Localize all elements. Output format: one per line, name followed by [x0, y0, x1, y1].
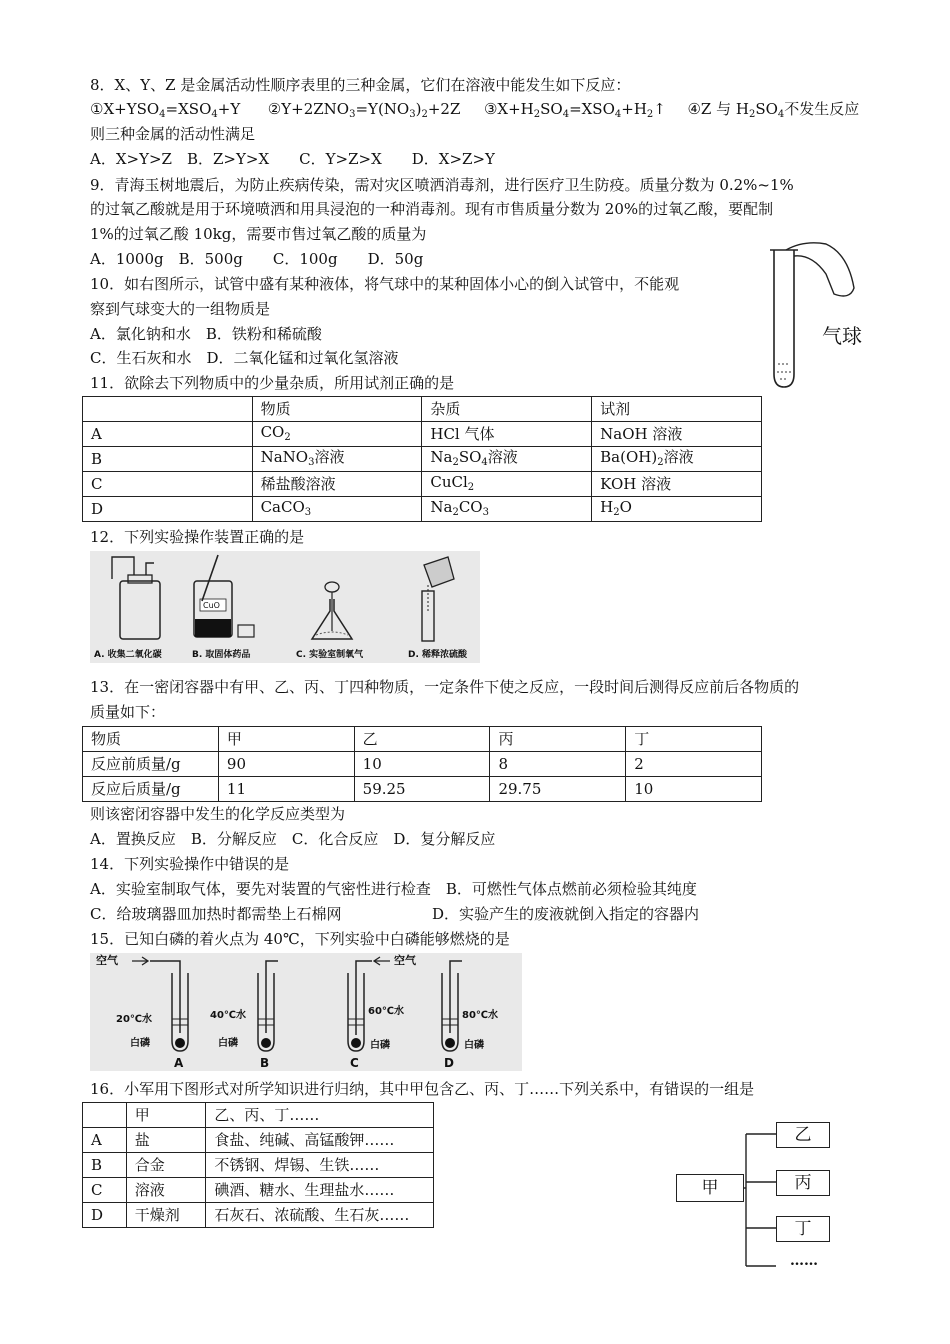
diagram-child-box: 丁	[776, 1216, 830, 1242]
reagent-cell: NaOH 溶液	[592, 422, 762, 447]
q8-reaction-1: $①X+YSO_4=XSO_4+Y$	[90, 100, 241, 120]
header-cell: 物质	[252, 397, 422, 422]
q12-stem: 12．下列实验操作装置正确的是	[90, 528, 305, 546]
table-row	[83, 497, 762, 522]
q12-caption-b: B. 取固体药品	[192, 650, 251, 660]
table-row	[83, 1203, 434, 1228]
table-cell: 反应前质量/g	[83, 752, 219, 777]
header-cell: 乙	[354, 727, 490, 752]
table-header-row	[83, 397, 762, 422]
option-label: C	[83, 472, 253, 497]
table-row	[83, 472, 762, 497]
q12-caption-a: A. 收集二氧化碳	[94, 650, 162, 660]
table-row	[83, 777, 762, 802]
q8-reactions	[90, 102, 859, 120]
air-label-c: 空气	[394, 954, 416, 967]
table-cell: 10	[354, 752, 490, 777]
water-label-d: 80℃水	[462, 1010, 499, 1021]
q12-apparatus-figure	[90, 551, 480, 663]
phosphorus-label-d: 白磷	[464, 1040, 484, 1051]
phosphorus-label-b: 白磷	[218, 1038, 238, 1049]
substance-cell: $CO_2$	[252, 422, 422, 447]
header-cell	[83, 397, 253, 422]
header-cell: 物质	[83, 727, 219, 752]
balloon-test-tube-figure	[764, 236, 874, 392]
impurity-cell: HCl 气体	[422, 422, 592, 447]
table-row	[83, 422, 762, 447]
reagent-cell: KOH 溶液	[592, 472, 762, 497]
diagram-child-box: 丙	[776, 1170, 830, 1196]
q10-options-cd: C．生石灰和水 D．二氧化锰和过氧化氢溶液	[90, 349, 399, 367]
table-cell: 溶液	[126, 1178, 206, 1203]
reagent-cell: $H_2O$	[592, 497, 762, 522]
q15-stem: 15．已知白磷的着火点为 40℃，下列实验中白磷能够燃烧的是	[90, 930, 510, 948]
header-cell: 甲	[126, 1103, 206, 1128]
table-row	[83, 1178, 434, 1203]
q14-option-d: D．实验产生的废液就倒入指定的容器内	[432, 905, 700, 923]
q13-options: A．置换反应 B．分解反应 C．化合反应 D．复分解反应	[90, 830, 496, 848]
header-cell: 甲	[218, 727, 354, 752]
table-cell: 干燥剂	[126, 1203, 206, 1228]
q8-reaction-3: $③X+H_2SO_4=XSO_4+H_2↑$	[483, 100, 666, 120]
substance-cell: CaCO$_3$	[252, 497, 422, 522]
table-cell: C	[83, 1178, 127, 1203]
table-cell: 10	[626, 777, 762, 802]
q8-options: A．X>Y>Z B．Z>Y>X C．Y>Z>X D．X>Z>Y	[90, 150, 495, 168]
table-cell: 盐	[126, 1128, 206, 1153]
q10-line-1: 10．如右图所示，试管中盛有某种液体，将气球中的某种固体小心的倒入试管中，不能观	[90, 275, 680, 293]
option-label: D	[83, 497, 253, 522]
q9-options: A．1000g B．500g C．100g D．50g	[90, 250, 424, 268]
water-label-c: 60℃水	[368, 1006, 405, 1017]
q9-line-3: 1%的过氧乙酸 10kg，需要市售过氧乙酸的质量为	[90, 225, 427, 243]
q8-reaction-4: ④Z 与 $H_2SO_4$不发生反应	[687, 100, 860, 120]
table-cell: 碘酒、糖水、生理盐水……	[206, 1178, 434, 1203]
option-label: B	[83, 447, 253, 472]
header-cell: 乙、丙、丁……	[206, 1103, 434, 1128]
table-cell: 59.25	[354, 777, 490, 802]
table-row	[83, 752, 762, 777]
tube-letter-d: D	[444, 1056, 454, 1070]
table-cell: 不锈钢、焊锡、生铁……	[206, 1153, 434, 1178]
table-cell: 反应后质量/g	[83, 777, 219, 802]
table-header-row	[83, 727, 762, 752]
tube-letter-b: B	[260, 1056, 270, 1070]
table-row	[83, 447, 762, 472]
table-cell: 食盐、纯碱、高锰酸钾……	[206, 1128, 434, 1153]
table-cell: 90	[218, 752, 354, 777]
q9-line-1: 9．青海玉树地震后，为防止疾病传染，需对灾区喷洒消毒剂，进行医疗卫生防疫。质量分数为 0.2%~1%	[90, 176, 794, 194]
reagent-cell: $Ba(OH)_2$溶液	[592, 447, 762, 472]
table-row	[83, 1153, 434, 1178]
substance-cell: NaNO$_3$溶液	[252, 447, 422, 472]
q8-stem: 8．X、Y、Z 是金属活动性顺序表里的三种金属，它们在溶液中能发生如下反应：	[90, 76, 631, 94]
table-cell: B	[83, 1153, 127, 1178]
water-label-b: 40℃水	[210, 1010, 247, 1021]
header-cell	[83, 1103, 127, 1128]
q15-phosphorus-figure	[90, 953, 522, 1071]
table-row	[83, 1128, 434, 1153]
impurity-cell: $Na_2CO_3$	[422, 497, 592, 522]
q13-line-1: 13．在一密闭容器中有甲、乙、丙、丁四种物质，一定条件下使之反应，一段时间后测得反应前后各物质的	[90, 678, 800, 696]
option-label: A	[83, 422, 253, 447]
phosphorus-label-a: 白磷	[130, 1038, 150, 1049]
q12-caption-c: C. 实验室制氧气	[296, 650, 364, 660]
q14-option-c: C．给玻璃器皿加热时都需垫上石棉网	[90, 905, 342, 923]
header-cell: 杂质	[422, 397, 592, 422]
q16-table	[82, 1102, 434, 1228]
q9-line-2: 的过氧乙酸就是用于环境喷洒和用具浸泡的一种消毒剂。现有市售质量分数为 20%的过氧乙酸，要配制	[90, 200, 774, 218]
balloon-label: 气球	[822, 324, 862, 348]
q11-table	[82, 396, 762, 522]
diagram-root-box: 甲	[676, 1174, 744, 1202]
diagram-ellipsis: ……	[790, 1253, 818, 1269]
table-cell: A	[83, 1128, 127, 1153]
q15-phosphorus-drawing	[90, 953, 522, 1071]
q12-caption-d: D. 稀释浓硫酸	[408, 650, 468, 660]
table-cell: 29.75	[490, 777, 626, 802]
header-cell: 丁	[626, 727, 762, 752]
water-label-a: 20℃水	[116, 1014, 153, 1025]
diagram-child-box: 乙	[776, 1122, 830, 1148]
tube-letter-a: A	[174, 1056, 184, 1070]
q10-line-2: 察到气球变大的一组物质是	[90, 300, 271, 318]
q14-stem: 14．下列实验操作中错误的是	[90, 855, 290, 873]
impurity-cell: CuCl$_2$	[422, 472, 592, 497]
impurity-cell: $Na_2SO_4$溶液	[422, 447, 592, 472]
cuo-label: CuO	[203, 601, 220, 610]
q16-stem: 16．小军用下图形式对所学知识进行归纳，其中甲包含乙、丙、丁……下列关系中，有错误的一组是	[90, 1080, 755, 1098]
table-cell: D	[83, 1203, 127, 1228]
q11-stem: 11．欲除去下列物质中的少量杂质，所用试剂正确的是	[90, 374, 455, 392]
q13-ask: 则该密闭容器中发生的化学反应类型为	[90, 805, 346, 823]
q10-options-ab: A．氯化钠和水 B．铁粉和稀硫酸	[90, 325, 322, 343]
q13-line-2: 质量如下：	[90, 703, 166, 721]
table-cell: 石灰石、浓硫酸、生石灰……	[206, 1203, 434, 1228]
phosphorus-label-c: 白磷	[370, 1040, 390, 1051]
header-cell: 试剂	[592, 397, 762, 422]
table-cell: 11	[218, 777, 354, 802]
table-cell: 2	[626, 752, 762, 777]
hierarchy-diagram	[676, 1116, 846, 1276]
q14-options-ab: A．实验室制取气体，要先对装置的气密性进行检查 B．可燃性气体点燃前必须检验其纯度	[90, 880, 697, 898]
tube-letter-c: C	[350, 1056, 359, 1070]
substance-cell: 稀盐酸溶液	[252, 472, 422, 497]
table-cell: 8	[490, 752, 626, 777]
header-cell: 丙	[490, 727, 626, 752]
q8-ask: 则三种金属的活动性满足	[90, 125, 256, 143]
q13-table	[82, 726, 762, 802]
table-cell: 合金	[126, 1153, 206, 1178]
air-label-a: 空气	[96, 954, 118, 967]
q12-apparatus-drawing	[90, 551, 480, 663]
q8-reaction-2: $②Y+2ZNO_3=Y(NO_3)_2+2Z$	[267, 100, 461, 120]
balloon-test-tube-drawing	[764, 236, 874, 392]
table-header-row	[83, 1103, 434, 1128]
